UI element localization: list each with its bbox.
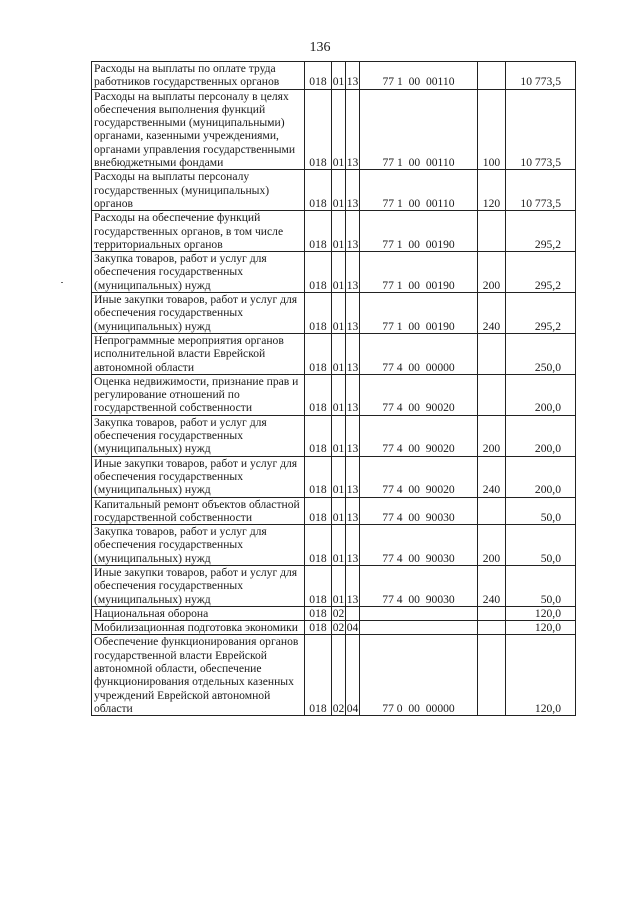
- section-code: 01: [332, 456, 346, 497]
- amount: 120,0: [506, 635, 576, 716]
- target-article-code: 77 4 00 90030: [360, 497, 478, 525]
- target-article-code: 77 1 00 00190: [360, 252, 478, 293]
- page-number: 136: [309, 40, 331, 55]
- subsection-code: 13: [346, 211, 360, 252]
- row-name: Расходы на обеспечение функций государственных органов, в том числе территориальных органов: [92, 211, 305, 252]
- target-article-code: [360, 606, 478, 620]
- admin-code: 018: [305, 621, 332, 635]
- row-name: Капитальный ремонт объектов областной государственной собственности: [92, 497, 305, 525]
- admin-code: 018: [305, 293, 332, 334]
- section-code: 01: [332, 565, 346, 606]
- row-name: Закупка товаров, работ и услуг для обеспечения государственных (муниципальных) нужд: [92, 415, 305, 456]
- subsection-code: 13: [346, 62, 360, 90]
- target-article-code: 77 4 00 90020: [360, 456, 478, 497]
- amount: 295,2: [506, 293, 576, 334]
- amount: 10 773,5: [506, 62, 576, 90]
- subsection-code: 13: [346, 456, 360, 497]
- admin-code: 018: [305, 497, 332, 525]
- expense-type-code: [478, 211, 506, 252]
- expense-type-code: [478, 374, 506, 415]
- table-row: [92, 415, 576, 456]
- expense-type-code: 100: [478, 89, 506, 170]
- amount: 50,0: [506, 525, 576, 566]
- section-code: 01: [332, 170, 346, 211]
- amount: 250,0: [506, 333, 576, 374]
- row-name: Иные закупки товаров, работ и услуг для обеспечения государственных (муниципальных) нужд: [92, 293, 305, 334]
- amount: 200,0: [506, 415, 576, 456]
- expense-type-code: [478, 621, 506, 635]
- expense-type-code: 240: [478, 565, 506, 606]
- section-code: 01: [332, 374, 346, 415]
- subsection-code: 13: [346, 170, 360, 211]
- admin-code: 018: [305, 374, 332, 415]
- amount: 120,0: [506, 621, 576, 635]
- table-row: [92, 456, 576, 497]
- table-row: [92, 565, 576, 606]
- section-code: 01: [332, 415, 346, 456]
- admin-code: 018: [305, 89, 332, 170]
- amount: 295,2: [506, 211, 576, 252]
- table-row: [92, 333, 576, 374]
- target-article-code: 77 1 00 00110: [360, 170, 478, 211]
- row-name: Закупка товаров, работ и услуг для обеспечения государственных (муниципальных) нужд: [92, 525, 305, 566]
- amount: 50,0: [506, 497, 576, 525]
- subsection-code: 13: [346, 415, 360, 456]
- table-row: [92, 497, 576, 525]
- table-row: [92, 89, 576, 170]
- table-row: [92, 62, 576, 90]
- admin-code: 018: [305, 252, 332, 293]
- target-article-code: 77 4 00 90030: [360, 565, 478, 606]
- table-row: [92, 211, 576, 252]
- row-name: Иные закупки товаров, работ и услуг для обеспечения государственных (муниципальных) нужд: [92, 456, 305, 497]
- subsection-code: 13: [346, 333, 360, 374]
- row-name: Мобилизационная подготовка экономики: [92, 621, 305, 635]
- table-row: [92, 606, 576, 620]
- section-code: 02: [332, 621, 345, 635]
- row-name: Оценка недвижимости, признание прав и регулирование отношений по государственной собственности: [92, 374, 305, 415]
- row-name: Закупка товаров, работ и услуг для обеспечения государственных (муниципальных) нужд: [92, 252, 305, 293]
- section-code: 01: [332, 525, 346, 566]
- section-code: 02: [332, 635, 346, 716]
- admin-code: 018: [305, 456, 332, 497]
- expense-type-code: 120: [478, 170, 506, 211]
- admin-code: 018: [305, 333, 332, 374]
- expense-type-code: 240: [478, 456, 506, 497]
- expense-type-code: [478, 606, 506, 620]
- expense-type-code: [478, 497, 506, 525]
- row-name: Обеспечение функционирования органов государственной власти Еврейской автономной области, обеспечение функционирования отдельных казенных учреждений Еврейской автономной области: [92, 635, 305, 716]
- table-row: [92, 170, 576, 211]
- row-name: Непрограммные мероприятия органов исполнительной власти Еврейской автономной области: [92, 333, 305, 374]
- target-article-code: 77 1 00 00110: [360, 89, 478, 170]
- expense-type-code: [478, 333, 506, 374]
- table-row: [92, 252, 576, 293]
- admin-code: 018: [305, 565, 332, 606]
- row-name: Расходы на выплаты по оплате труда работников государственных органов: [92, 62, 305, 90]
- table-row: [92, 374, 576, 415]
- subsection-code: 13: [346, 497, 360, 525]
- target-article-code: 77 1 00 00190: [360, 211, 478, 252]
- expense-type-code: [478, 635, 506, 716]
- admin-code: 018: [305, 211, 332, 252]
- table-row: [92, 293, 576, 334]
- admin-code: 018: [305, 635, 332, 716]
- expense-type-code: 200: [478, 415, 506, 456]
- admin-code: 018: [305, 525, 332, 566]
- target-article-code: 77 1 00 00190: [360, 293, 478, 334]
- subsection-code: 13: [346, 565, 360, 606]
- expense-type-code: 240: [478, 293, 506, 334]
- row-name: Расходы на выплаты персоналу в целях обеспечения выполнения функций государственными (муниципальными) органами, казенными учреждениями, органами управления государственными внебюджетными фондами: [92, 89, 305, 170]
- subsection-code: 04: [346, 621, 359, 635]
- amount: 10 773,5: [506, 89, 576, 170]
- admin-code: 018: [305, 62, 332, 90]
- section-code: 01: [332, 333, 346, 374]
- target-article-code: 77 4 00 90030: [360, 525, 478, 566]
- admin-code: 018: [305, 606, 332, 620]
- subsection-code: 13: [346, 293, 360, 334]
- amount: 295,2: [506, 252, 576, 293]
- target-article-code: 77 1 00 00110: [360, 62, 478, 90]
- subsection-code: 13: [346, 374, 360, 415]
- target-article-code: 77 4 00 00000: [360, 333, 478, 374]
- row-name: Национальная оборона: [92, 606, 305, 620]
- subsection-code: 13: [346, 252, 360, 293]
- subsection-code: 13: [346, 525, 360, 566]
- expense-type-code: 200: [478, 525, 506, 566]
- section-code: 01: [332, 497, 346, 525]
- section-code: 01: [332, 211, 346, 252]
- target-article-code: 77 0 00 00000: [360, 635, 478, 716]
- section-code: 01: [332, 62, 346, 90]
- margin-mark: [61, 282, 63, 283]
- amount: 120,0: [506, 606, 576, 620]
- amount: 50,0: [506, 565, 576, 606]
- subsection-code: [346, 606, 360, 620]
- section-code: 01: [332, 89, 346, 170]
- target-article-code: 77 4 00 90020: [360, 415, 478, 456]
- amount: 200,0: [506, 456, 576, 497]
- table-row: [92, 621, 576, 635]
- target-article-code: 77 4 00 90020: [360, 374, 478, 415]
- row-name: Расходы на выплаты персоналу государственных (муниципальных) органов: [92, 170, 305, 211]
- admin-code: 018: [305, 415, 332, 456]
- subsection-code: 13: [346, 89, 360, 170]
- expense-type-code: [478, 62, 506, 90]
- section-code: 01: [332, 252, 346, 293]
- amount: 10 773,5: [506, 170, 576, 211]
- subsection-code: 04: [346, 635, 360, 716]
- budget-table: [91, 61, 561, 716]
- table-row: [92, 635, 576, 716]
- admin-code: 018: [305, 170, 332, 211]
- row-name: Иные закупки товаров, работ и услуг для обеспечения государственных (муниципальных) нужд: [92, 565, 305, 606]
- target-article-code: [360, 621, 478, 635]
- table-row: [92, 525, 576, 566]
- expense-type-code: 200: [478, 252, 506, 293]
- section-code: 01: [332, 293, 346, 334]
- amount: 200,0: [506, 374, 576, 415]
- section-code: 02: [332, 606, 345, 620]
